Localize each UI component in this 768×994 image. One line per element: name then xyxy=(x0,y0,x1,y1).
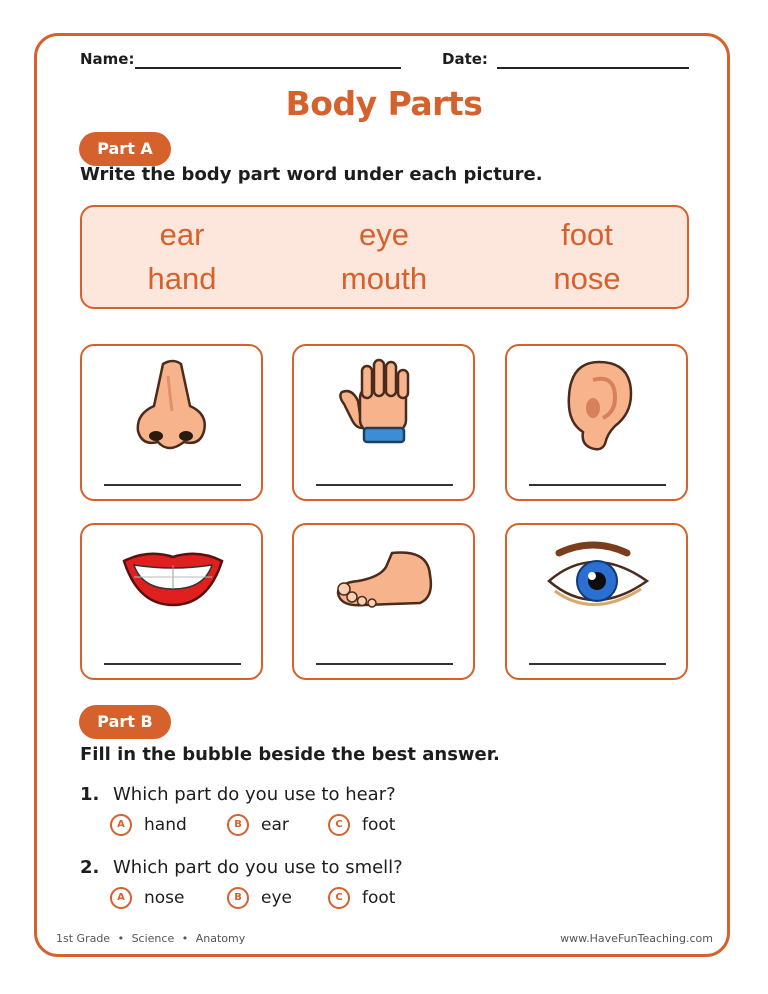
date-label: Date: xyxy=(442,50,488,68)
word-bank-item: eye xyxy=(359,217,409,252)
ear-icon xyxy=(543,356,653,451)
footer-separator: • xyxy=(181,932,189,945)
part-b-badge: Part B xyxy=(79,705,171,739)
footer-separator: • xyxy=(117,932,125,945)
option-2c[interactable]: C foot xyxy=(328,887,395,909)
word-bank-item: foot xyxy=(561,217,613,252)
footer-grade: 1st Grade xyxy=(56,932,111,945)
footer-website[interactable]: www.HaveFunTeaching.com xyxy=(560,932,713,945)
answer-line[interactable] xyxy=(529,663,666,665)
answer-bubble[interactable]: C xyxy=(328,887,350,909)
mouth-icon xyxy=(118,535,228,630)
name-field[interactable] xyxy=(135,67,401,69)
option-2a[interactable]: A nose xyxy=(110,887,185,909)
picture-card-ear xyxy=(505,344,688,501)
picture-card-hand xyxy=(292,344,475,501)
date-field[interactable] xyxy=(497,67,689,69)
question-number: 2. xyxy=(80,857,100,878)
part-b-instruction: Fill in the bubble beside the best answer. xyxy=(80,744,500,765)
name-label: Name: xyxy=(80,50,135,68)
option-1c[interactable]: C foot xyxy=(328,814,395,836)
picture-card-foot xyxy=(292,523,475,680)
nose-icon xyxy=(118,356,228,451)
question-text: Which part do you use to hear? xyxy=(113,784,396,805)
part-a-instruction: Write the body part word under each picture. xyxy=(80,164,543,185)
answer-bubble[interactable]: B xyxy=(227,814,249,836)
answer-bubble[interactable]: C xyxy=(328,814,350,836)
answer-line[interactable] xyxy=(104,663,241,665)
footer-topic: Anatomy xyxy=(195,932,246,945)
eye-icon xyxy=(543,535,653,630)
word-bank-item: ear xyxy=(159,217,205,252)
page-title: Body Parts xyxy=(285,84,483,123)
answer-line[interactable] xyxy=(316,663,453,665)
answer-bubble[interactable]: B xyxy=(227,887,249,909)
picture-card-eye xyxy=(505,523,688,680)
question-number: 1. xyxy=(80,784,100,805)
word-bank-item: mouth xyxy=(340,261,428,296)
option-2b[interactable]: B eye xyxy=(227,887,292,909)
question-text: Which part do you use to smell? xyxy=(113,857,403,878)
answer-bubble[interactable]: A xyxy=(110,814,132,836)
question-1 xyxy=(80,784,396,805)
footer-tags xyxy=(56,932,245,945)
word-bank xyxy=(80,205,689,309)
footer-subject: Science xyxy=(131,932,175,945)
question-2 xyxy=(80,857,403,878)
hand-icon xyxy=(330,356,440,451)
word-bank-item: hand xyxy=(147,261,217,296)
answer-bubble[interactable]: A xyxy=(110,887,132,909)
answer-line[interactable] xyxy=(316,484,453,486)
option-1a[interactable]: A hand xyxy=(110,814,187,836)
picture-card-mouth xyxy=(80,523,263,680)
answer-line[interactable] xyxy=(104,484,241,486)
option-1b[interactable]: B ear xyxy=(227,814,289,836)
foot-icon xyxy=(330,535,440,630)
part-a-badge: Part A xyxy=(79,132,171,166)
word-bank-item: nose xyxy=(553,261,621,296)
picture-card-nose xyxy=(80,344,263,501)
answer-line[interactable] xyxy=(529,484,666,486)
